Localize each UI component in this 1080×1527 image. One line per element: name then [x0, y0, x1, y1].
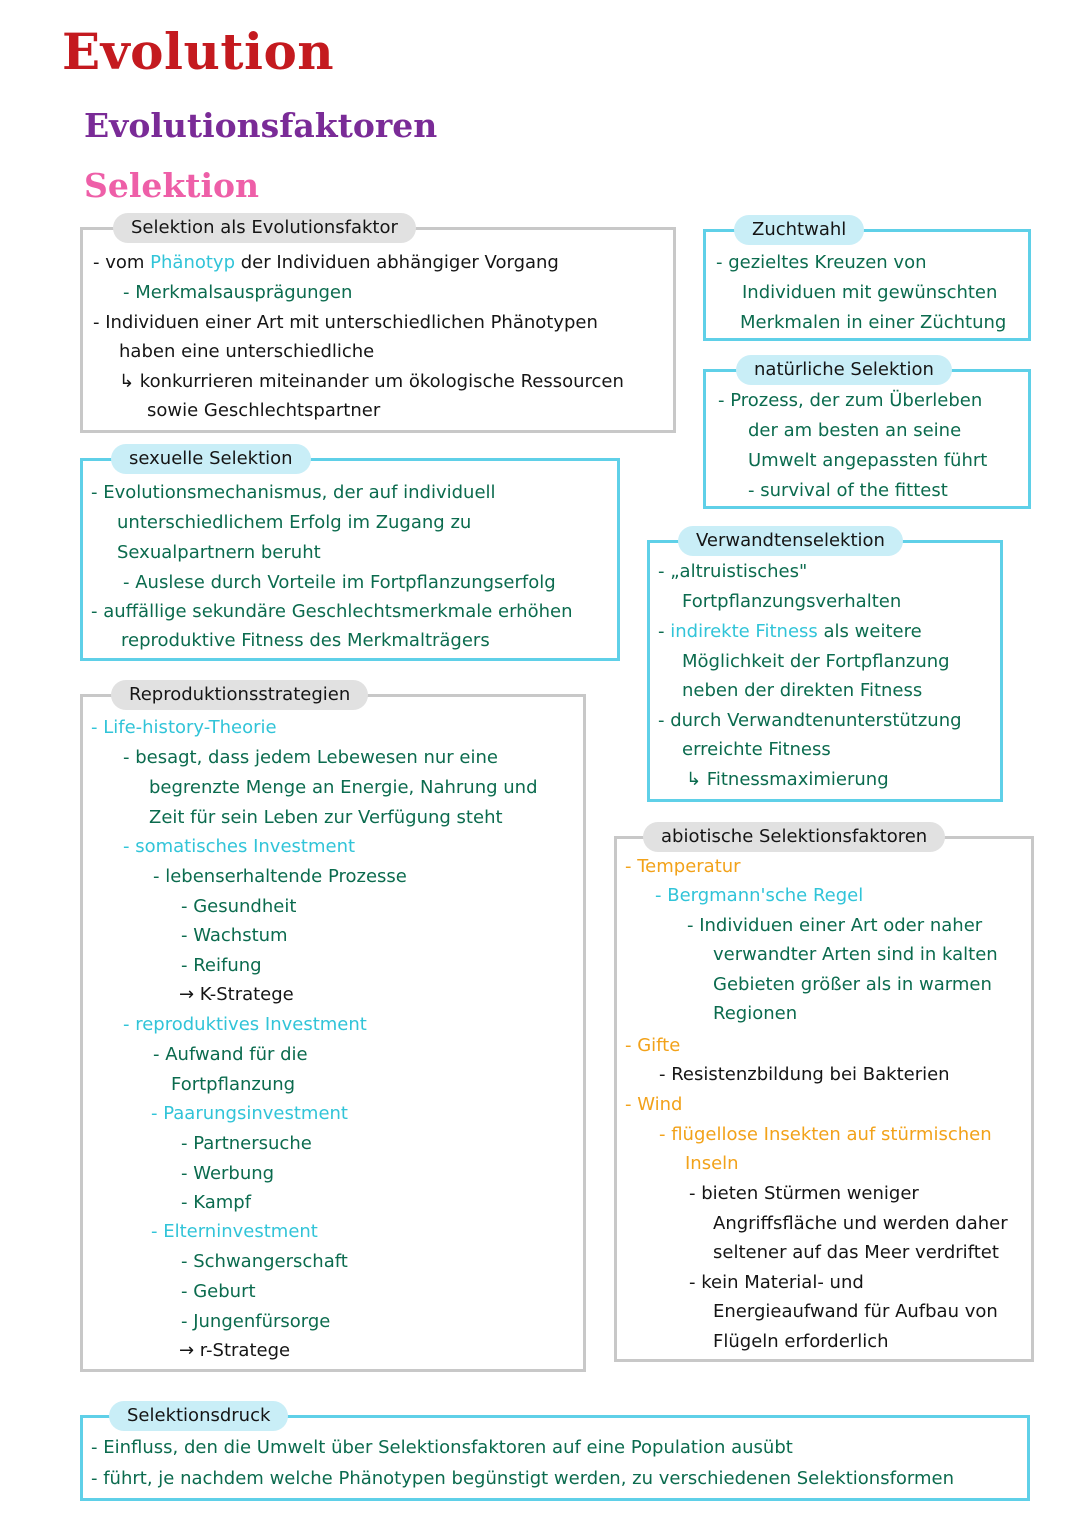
text-line: neben der direkten Fitness: [682, 680, 923, 701]
text-line: - Werbung: [181, 1163, 275, 1184]
text-line: - Paarungsinvestment: [151, 1103, 348, 1124]
text-line: - Merkmalsausprägungen: [123, 282, 353, 303]
text-line: - Life-history-Theorie: [91, 717, 277, 738]
text-line: - Partnersuche: [181, 1133, 312, 1154]
keyword: indirekte Fitness: [670, 621, 818, 642]
box-selektion-evolutionsfaktor: [80, 217, 676, 433]
text-line: - Individuen einer Art mit unterschiedlichen Phänotypen: [93, 312, 598, 333]
text-line: Inseln: [685, 1153, 739, 1174]
text-line: - lebenserhaltende Prozesse: [153, 866, 407, 887]
text-line: Umwelt angepassten führt: [748, 450, 988, 471]
text-line: - survival of the fittest: [748, 480, 948, 501]
text-line: Zeit für sein Leben zur Verfügung steht: [149, 807, 503, 828]
text-line: reproduktive Fitness des Merkmalträgers: [121, 630, 490, 651]
text-line: → r-Stratege: [179, 1340, 291, 1361]
text-line: - Resistenzbildung bei Bakterien: [659, 1064, 950, 1085]
box-reproduktionsstrategien: [80, 684, 586, 1372]
text-line: - führt, je nachdem welche Phänotypen begünstigt werden, zu verschiedenen Selektionsformen: [91, 1468, 955, 1489]
text-line: - gezieltes Kreuzen von: [716, 252, 927, 273]
text-line: Merkmalen in einer Züchtung: [740, 312, 1007, 333]
box-verwandtenselektion: [647, 530, 1003, 802]
text-line: begrenzte Menge an Energie, Nahrung und: [149, 777, 538, 798]
text-line: - besagt, dass jedem Lebewesen nur eine: [123, 747, 498, 768]
text-line: Fortpflanzung: [171, 1074, 296, 1095]
box-natuerliche-selektion: [703, 359, 1031, 509]
subtitle: Evolutionsfaktoren: [84, 106, 438, 145]
box-label: Reproduktionsstrategien: [111, 680, 368, 710]
text-line: - Gesundheit: [181, 896, 297, 917]
box-label: Zuchtwahl: [734, 215, 864, 245]
text-line: - Wachstum: [181, 925, 288, 946]
text-part: der Individuen abhängiger Vorgang: [240, 252, 559, 273]
keyword: Phänotyp: [150, 252, 236, 273]
text-part: - vom: [93, 252, 145, 273]
text-line: - Einfluss, den die Umwelt über Selektionsfaktoren auf eine Population ausübt: [91, 1437, 793, 1458]
text-line: sowie Geschlechtspartner: [147, 400, 381, 421]
text-line: haben eine unterschiedliche: [119, 341, 375, 362]
text-line: - Prozess, der zum Überleben: [718, 390, 983, 411]
text-line: - durch Verwandtenunterstützung: [658, 710, 962, 731]
text-line: - Aufwand für die: [153, 1044, 308, 1065]
box-abiotische-selektionsfaktoren: [614, 826, 1034, 1362]
text-line: seltener auf das Meer verdriftet: [713, 1242, 999, 1263]
text-line: - kein Material- und: [689, 1272, 864, 1293]
text-line: - Jungenfürsorge: [181, 1311, 331, 1332]
text-line: Angriffsfläche und werden daher: [713, 1213, 1008, 1234]
text-line: Regionen: [713, 1003, 798, 1024]
text-line: - somatisches Investment: [123, 836, 356, 857]
text-line: - Elterninvestment: [151, 1221, 318, 1242]
section-heading: Selektion: [84, 166, 260, 205]
text-line: - Gifte: [625, 1035, 681, 1056]
text-line: Flügeln erforderlich: [713, 1331, 889, 1352]
text-line: - Auslese durch Vorteile im Fortpflanzungserfolg: [123, 572, 556, 593]
text-line: ↳ Fitnessmaximierung: [686, 769, 889, 790]
text-line: - Individuen einer Art oder naher: [687, 915, 983, 936]
text-part: -: [658, 621, 665, 642]
text-line: der am besten an seine: [748, 420, 962, 441]
text-part: als weitere: [823, 621, 922, 642]
text-line: Energieaufwand für Aufbau von: [713, 1301, 998, 1322]
text-line: [93, 248, 559, 278]
text-line: - Schwangerschaft: [181, 1251, 348, 1272]
text-line: - Bergmann'sche Regel: [655, 885, 864, 906]
text-line: - Kampf: [181, 1192, 252, 1213]
text-line: - Temperatur: [625, 856, 741, 877]
text-line: Möglichkeit der Fortpflanzung: [682, 651, 950, 672]
box-label: sexuelle Selektion: [111, 444, 311, 474]
text-line: - flügellose Insekten auf stürmischen: [659, 1124, 992, 1145]
text-line: erreichte Fitness: [682, 739, 831, 760]
box-label: Verwandtenselektion: [678, 526, 903, 556]
text-line: - Geburt: [181, 1281, 256, 1302]
box-sexuelle-selektion: [80, 448, 620, 661]
text-line: Fortpflanzungsverhalten: [682, 591, 902, 612]
text-line: - Wind: [625, 1094, 683, 1115]
text-line: unterschiedlichem Erfolg im Zugang zu: [117, 512, 472, 533]
text-line: - Evolutionsmechanismus, der auf individuell: [91, 482, 496, 503]
text-line: Gebieten größer als in warmen: [713, 974, 992, 995]
text-line: - auffällige sekundäre Geschlechtsmerkmale erhöhen: [91, 601, 573, 622]
text-line: - Reifung: [181, 955, 262, 976]
page-title: Evolution: [62, 22, 335, 81]
text-line: ↳ konkurrieren miteinander um ökologische Ressourcen: [119, 371, 624, 392]
text-line: verwandter Arten sind in kalten: [713, 944, 998, 965]
text-line: - reproduktives Investment: [123, 1014, 367, 1035]
text-line: Individuen mit gewünschten: [742, 282, 998, 303]
text-line: [658, 617, 922, 647]
box-selektionsdruck: [80, 1405, 1030, 1501]
box-label: abiotische Selektionsfaktoren: [643, 822, 945, 852]
box-label: natürliche Selektion: [736, 355, 952, 385]
text-line: → K-Stratege: [179, 984, 294, 1005]
box-zuchtwahl: [703, 219, 1031, 341]
text-line: - bieten Stürmen weniger: [689, 1183, 919, 1204]
box-label: Selektion als Evolutionsfaktor: [113, 213, 416, 243]
text-line: - „altruistisches": [658, 561, 808, 582]
box-label: Selektionsdruck: [109, 1401, 288, 1431]
text-line: Sexualpartnern beruht: [117, 542, 321, 563]
